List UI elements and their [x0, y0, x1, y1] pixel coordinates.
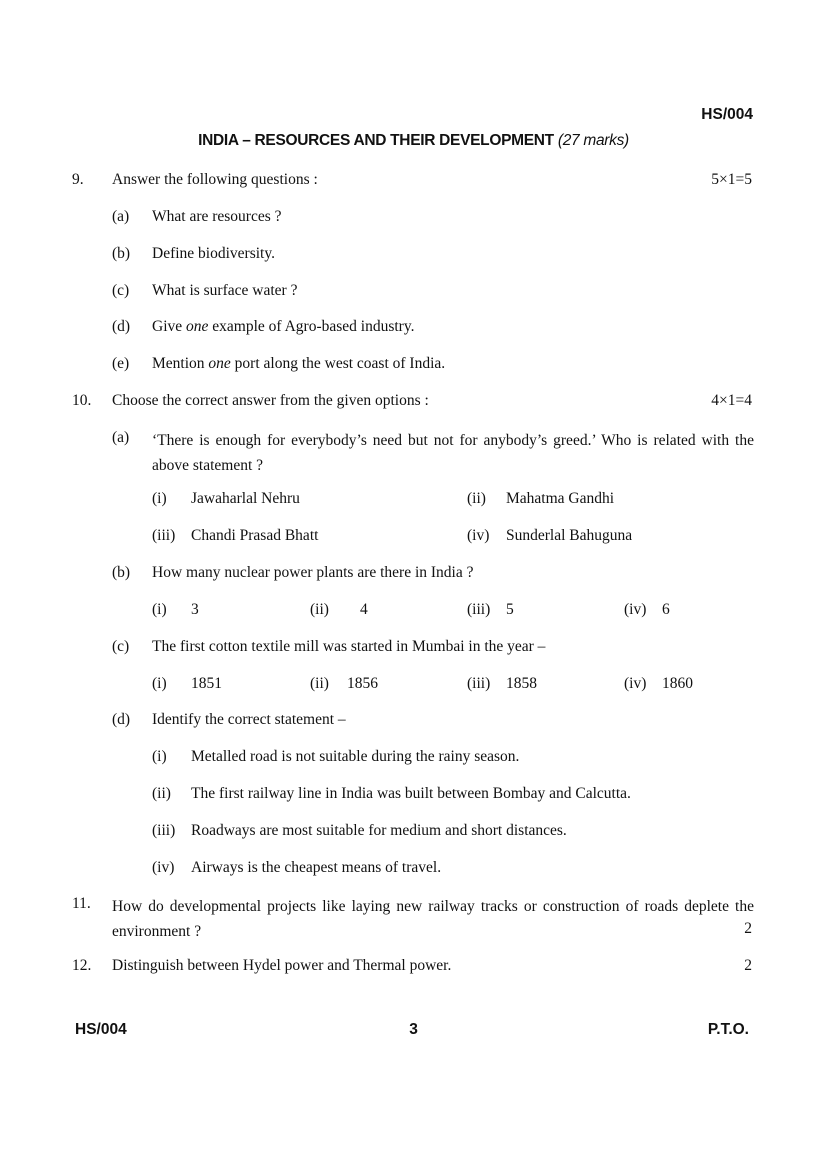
option-label: (iv) [624, 675, 647, 692]
footer-paper-code: HS/004 [75, 1021, 127, 1038]
q10c-label: (c) [112, 638, 130, 655]
option-text: 1851 [191, 675, 222, 692]
q10d-label: (d) [112, 711, 131, 728]
option-label: (iv) [467, 527, 490, 544]
option-label: (iv) [152, 859, 175, 876]
option-text: 5 [506, 601, 514, 618]
option-text: Chandi Prasad Bhatt [191, 527, 319, 544]
option-text: 1860 [662, 675, 693, 692]
option-text: Roadways are most suitable for medium and short distances. [191, 822, 567, 839]
q9-part-label: (e) [112, 355, 130, 372]
q9-number: 9. [72, 171, 84, 188]
q10a-text: ‘There is enough for everybody’s need but not for anybody’s greed.’ Who is related with the above statement ? [152, 432, 754, 474]
q9-marks: 5×1=5 [711, 171, 752, 188]
q9-part-label: (d) [112, 318, 131, 335]
section-title [0, 132, 827, 150]
q9-part-text: Define biodiversity. [152, 245, 275, 262]
q10-marks: 4×1=4 [711, 392, 752, 409]
option-label: (iii) [467, 675, 491, 692]
q10d-text: Identify the correct statement – [152, 711, 346, 728]
q9-part-label: (c) [112, 282, 130, 299]
q10b-label: (b) [112, 564, 131, 581]
q9-d-emphasis: one [186, 318, 209, 335]
q9-part-text: What is surface water ? [152, 282, 298, 299]
q9-part-text [152, 354, 445, 374]
q9-part-label: (a) [112, 208, 130, 225]
option-text: 1858 [506, 675, 537, 692]
q12-marks: 2 [744, 957, 752, 974]
option-text: 6 [662, 601, 670, 618]
q9-d-post: example of Agro-based industry. [208, 318, 415, 335]
q11-number: 11. [72, 895, 91, 912]
option-text: Jawaharlal Nehru [191, 490, 300, 507]
option-label: (i) [152, 675, 167, 692]
option-text: Metalled road is not suitable during the rainy season. [191, 748, 520, 765]
q11-marks: 2 [744, 920, 752, 937]
q9-e-pre: Mention [152, 355, 209, 372]
q11-text: How do developmental projects like laying new railway tracks or construction of roads deplete the environment ? [112, 898, 754, 940]
option-label: (ii) [310, 601, 329, 618]
option-label: (ii) [152, 785, 171, 802]
option-text: Airways is the cheapest means of travel. [191, 859, 442, 876]
q10c-text: The first cotton textile mill was started in Mumbai in the year – [152, 638, 546, 655]
option-label: (i) [152, 748, 167, 765]
section-title-text: INDIA – RESOURCES AND THEIR DEVELOPMENT [198, 132, 554, 149]
option-label: (ii) [310, 675, 329, 692]
q10-text: Choose the correct answer from the given options : [112, 392, 429, 409]
option-text: Mahatma Gandhi [506, 490, 615, 507]
option-label: (i) [152, 490, 167, 507]
paper-code-top: HS/004 [701, 106, 753, 123]
q9-part-text [152, 317, 414, 337]
option-text: 4 [360, 601, 368, 618]
option-label: (i) [152, 601, 167, 618]
q9-text: Answer the following questions : [112, 171, 318, 188]
q10-number: 10. [72, 392, 92, 409]
option-text: The first railway line in India was built between Bombay and Calcutta. [191, 785, 631, 802]
option-label: (ii) [467, 490, 486, 507]
option-label: (iv) [624, 601, 647, 618]
option-text: Sunderlal Bahuguna [506, 527, 633, 544]
q12-number: 12. [72, 957, 92, 974]
option-label: (iii) [467, 601, 491, 618]
option-text: 3 [191, 601, 199, 618]
pto-label: P.T.O. [707, 1021, 749, 1038]
q10a-label: (a) [112, 429, 130, 446]
q10b-text: How many nuclear power plants are there in India ? [152, 564, 474, 581]
q9-d-pre: Give [152, 318, 187, 335]
q9-e-post: port along the west coast of India. [230, 355, 446, 372]
q9-e-emphasis: one [208, 355, 231, 372]
page-number: 3 [409, 1021, 418, 1038]
option-label: (iii) [152, 822, 176, 839]
option-label: (iii) [152, 527, 176, 544]
section-marks: (27 marks) [557, 132, 629, 149]
q9-part-text: What are resources ? [152, 208, 282, 225]
q12-text: Distinguish between Hydel power and Thermal power. [112, 957, 452, 974]
option-text: 1856 [347, 675, 378, 692]
q9-part-label: (b) [112, 245, 131, 262]
